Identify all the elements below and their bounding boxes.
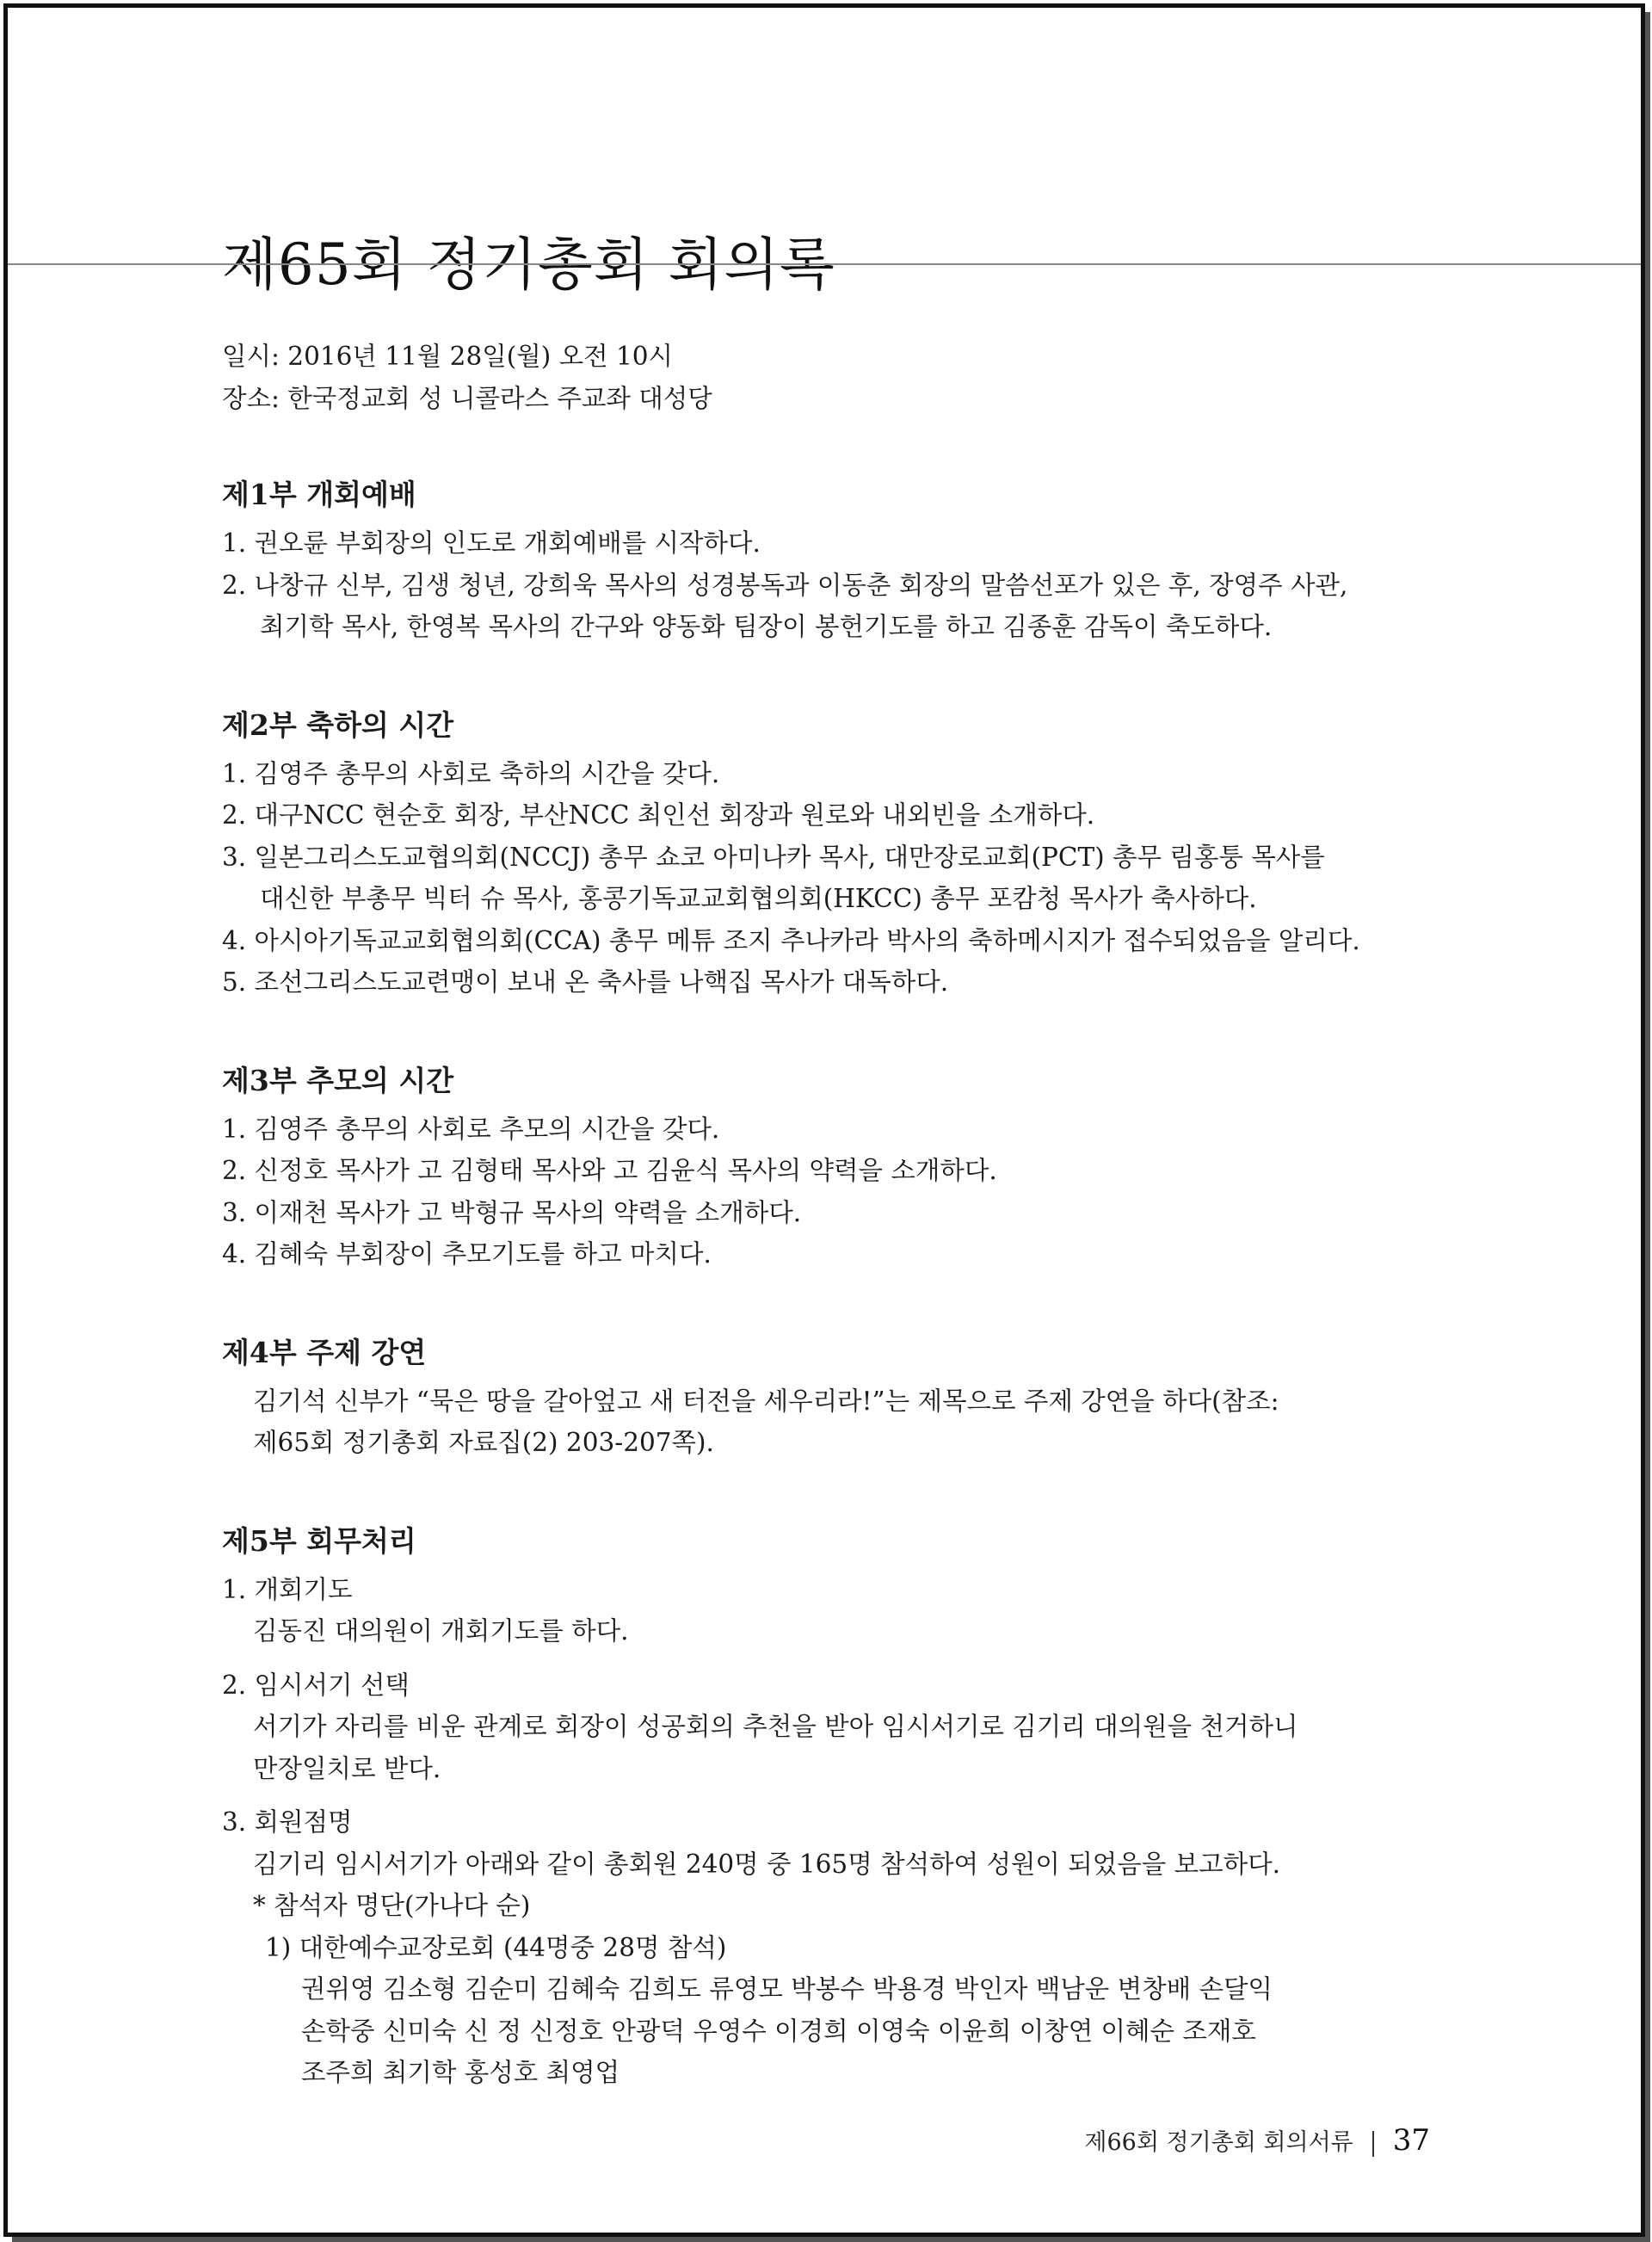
- section-item-list: [222, 522, 1444, 648]
- list-item: 2. 대구NCC 현순호 회장, 부산NCC 최인선 회장과 원로와 내외빈을 소개하다.: [222, 800, 1095, 830]
- section-1: [222, 472, 1444, 648]
- section-2: [222, 703, 1444, 1004]
- business-item-head: 2. 임시서기 선택: [222, 1670, 410, 1700]
- section-heading: 제4부 주제 강연: [222, 1335, 427, 1369]
- business-item: [222, 1569, 1444, 1652]
- list-item: 3. 일본그리스도교협의회(NCCJ) 총무 쇼코 아미나카 목사, 대만장로교회(PCT) 총무 림홍퉁 목사를: [222, 842, 1325, 872]
- business-item-head: 3. 회원점명: [222, 1807, 353, 1837]
- list-item-continuation: 대신한 부총무 빅터 슈 목사, 홍콩기독교교회협의회(HKCC) 총무 포캄청 목사가 축사하다.: [260, 884, 1257, 913]
- meeting-meta: [222, 336, 1444, 419]
- list-item: 3. 이재천 목사가 고 박형규 목사의 약력을 소개하다.: [222, 1197, 802, 1227]
- footer-document-title: 제66회 정기총회 회의서류: [1084, 2129, 1353, 2156]
- meeting-place: 장소: 한국정교회 성 니콜라스 주교좌 대성당: [222, 383, 712, 413]
- section-heading: 제1부 개회예배: [222, 478, 416, 511]
- business-item-body: 만장일치로 받다.: [253, 1753, 441, 1783]
- section-heading: 제5부 회무처리: [222, 1523, 416, 1558]
- section-3: [222, 1059, 1444, 1275]
- business-item-head: 1. 개회기도: [222, 1574, 353, 1604]
- list-item: 2. 신정호 목사가 고 김형태 목사와 고 김윤식 목사의 약력을 소개하다.: [222, 1156, 997, 1185]
- business-item: [222, 1665, 1444, 1790]
- list-item: 1. 김영주 총무의 사회로 축하의 시간을 갖다.: [222, 758, 720, 788]
- list-item: 5. 조선그리스도교련맹이 보내 온 축사를 나핵집 목사가 대독하다.: [222, 967, 949, 997]
- business-item-body: 서기가 자리를 비운 관계로 회장이 성공회의 추천을 받아 임시서기로 김기리 대의원을 천거하니: [253, 1712, 1298, 1741]
- section-4-line: 제65회 정기총회 자료집(2) 203-207쪽).: [253, 1428, 714, 1457]
- list-item: 1. 김영주 총무의 사회로 추모의 시간을 갖다.: [222, 1114, 720, 1144]
- section-5: [222, 1519, 1444, 2094]
- attendee-names-line: 손학중 신미숙 신 정 신정호 안광덕 우영수 이경희 이영숙 이윤희 이창연 이혜순 조재호: [301, 2016, 1256, 2046]
- page-title: 제65회 정기총회 회의록: [222, 232, 835, 299]
- sections-1-to-3: [222, 472, 1444, 1275]
- business-item-body: 김동진 대의원이 개회기도를 하다.: [253, 1616, 629, 1646]
- list-item-continuation: 최기학 목사, 한영복 목사의 간구와 양동화 팀장이 봉헌기도를 하고 김종훈 감독이 축도하다.: [260, 612, 1273, 641]
- attendee-names-line: 권위영 김소형 김순미 김혜숙 김희도 류영모 박봉수 박용경 박인자 백남운 변창배 손달익: [301, 1974, 1273, 2004]
- section-4-line: 김기석 신부가 “묵은 땅을 갈아엎고 새 터전을 세우리라!”는 제목으로 주제 강연을 하다(참조:: [253, 1386, 1279, 1416]
- section-item-list: [222, 1109, 1444, 1275]
- section-heading: 제2부 축하의 시간: [222, 707, 454, 742]
- title-divider: [8, 263, 1641, 265]
- minutes-body: [222, 336, 1444, 2094]
- attendee-list-note: * 참석자 명단(가나다 순): [253, 1891, 531, 1920]
- list-item: 4. 아시아기독교교회협의회(CCA) 총무 메튜 조지 추나카라 박사의 축하메시지가 접수되었음을 알리다.: [222, 925, 1360, 955]
- page-footer: [1084, 2123, 1430, 2158]
- list-item: 2. 나창규 신부, 김생 청년, 강희욱 목사의 성경봉독과 이동춘 회장의 말씀선포가 있은 후, 장영주 사관,: [222, 570, 1348, 600]
- meeting-date: 일시: 2016년 11월 28일(월) 오전 10시: [222, 342, 674, 371]
- business-item-body: 김기리 임시서기가 아래와 같이 총회원 240명 중 165명 참석하여 성원이 되었음을 보고하다.: [253, 1849, 1281, 1879]
- list-item: 1. 권오륜 부회장의 인도로 개회예배를 시작하다.: [222, 528, 761, 558]
- section-item-list: [222, 753, 1444, 1004]
- list-item: 4. 김혜숙 부회장이 추모기도를 하고 마치다.: [222, 1239, 712, 1269]
- business-item: [222, 1801, 1444, 1885]
- section-4: [222, 1331, 1444, 1464]
- section-heading: 제3부 추모의 시간: [222, 1063, 454, 1097]
- attendee-group-head: 1) 대한예수교장로회 (44명중 28명 참석): [265, 1932, 727, 1962]
- attendee-names-line: 조주희 최기학 홍성호 최영업: [301, 2058, 620, 2087]
- page-number: 37: [1392, 2123, 1430, 2158]
- footer-separator: [1372, 2131, 1374, 2157]
